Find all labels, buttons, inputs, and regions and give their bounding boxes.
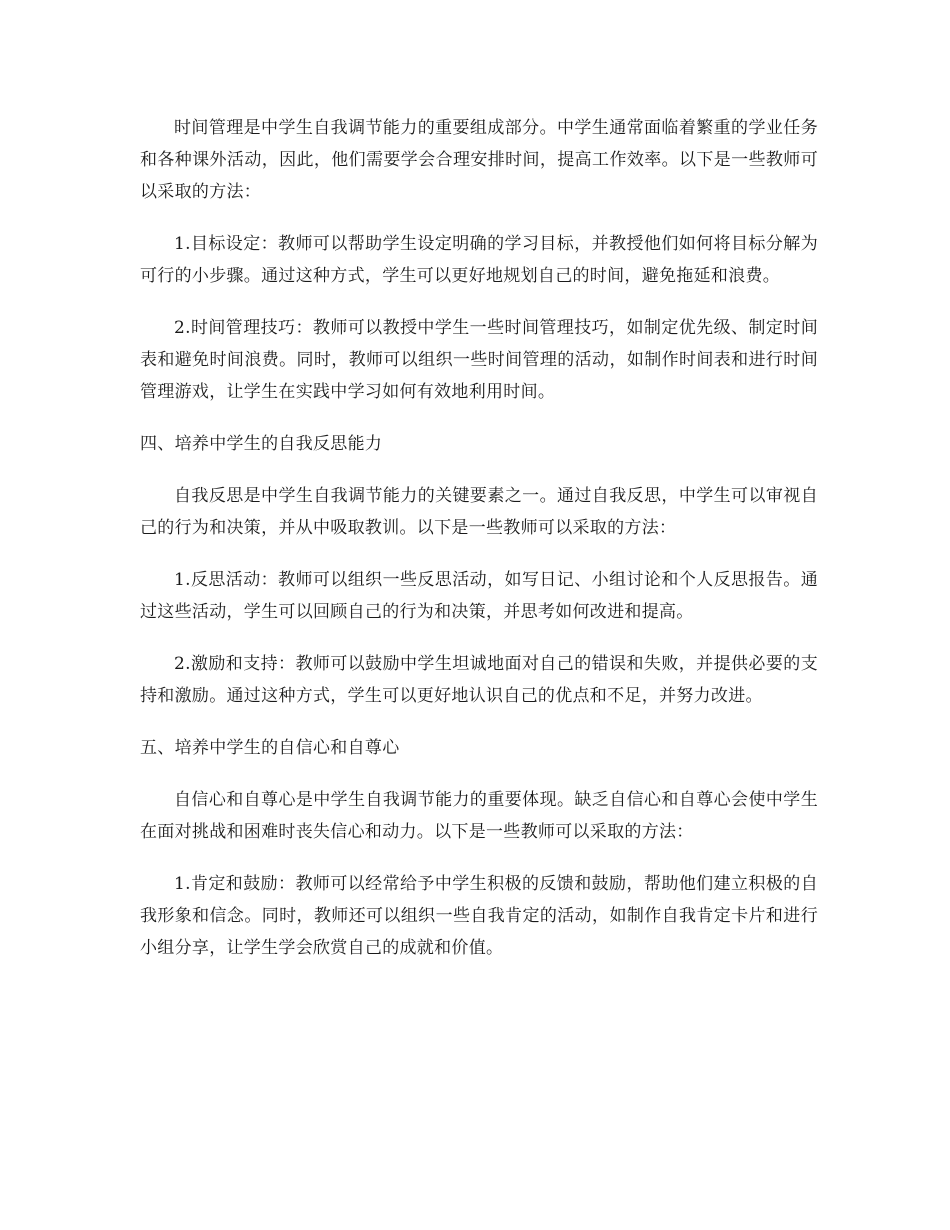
- paragraph-self-reflection-intro: 自我反思是中学生自我调节能力的关键要素之一。通过自我反思，中学生可以审视自己的行为和决策，并从中吸取教训。以下是一些教师可以采取的方法：: [140, 486, 818, 538]
- paragraph-goal-setting: 1.目标设定：教师可以帮助学生设定明确的学习目标，并教授他们如何将目标分解为可行的小步骤。通过这种方式，学生可以更好地规划自己的时间，避免拖延和浪费。: [140, 234, 818, 286]
- document-page: [140, 112, 818, 984]
- paragraph-affirmation-encouragement: 1.肯定和鼓励：教师可以经常给予中学生积极的反馈和鼓励，帮助他们建立积极的自我形象和信念。同时，教师还可以组织一些自我肯定的活动，如制作自我肯定卡片和进行小组分享，让学生学会欣赏自己的成就和价值。: [140, 874, 818, 958]
- paragraph-motivation-support: 2.激励和支持：教师可以鼓励中学生坦诚地面对自己的错误和失败，并提供必要的支持和激励。通过这种方式，学生可以更好地认识自己的优点和不足，并努力改进。: [140, 654, 818, 706]
- section-heading-self-reflection: 四、培养中学生的自我反思能力: [140, 434, 383, 454]
- paragraph-confidence-intro: 自信心和自尊心是中学生自我调节能力的重要体现。缺乏自信心和自尊心会使中学生在面对挑战和困难时丧失信心和动力。以下是一些教师可以采取的方法：: [140, 790, 818, 842]
- paragraph-reflection-activities: 1.反思活动：教师可以组织一些反思活动，如写日记、小组讨论和个人反思报告。通过这些活动，学生可以回顾自己的行为和决策，并思考如何改进和提高。: [140, 570, 818, 622]
- paragraph-time-management-intro: 时间管理是中学生自我调节能力的重要组成部分。中学生通常面临着繁重的学业任务和各种课外活动，因此，他们需要学会合理安排时间，提高工作效率。以下是一些教师可以采取的方法：: [140, 118, 818, 202]
- section-heading-confidence: 五、培养中学生的自信心和自尊心: [140, 738, 400, 758]
- paragraph-time-management-skills: 2.时间管理技巧：教师可以教授中学生一些时间管理技巧，如制定优先级、制定时间表和避免时间浪费。同时，教师可以组织一些时间管理的活动，如制作时间表和进行时间管理游戏，让学生在实践中学习如何有效地利用时间。: [140, 318, 818, 402]
